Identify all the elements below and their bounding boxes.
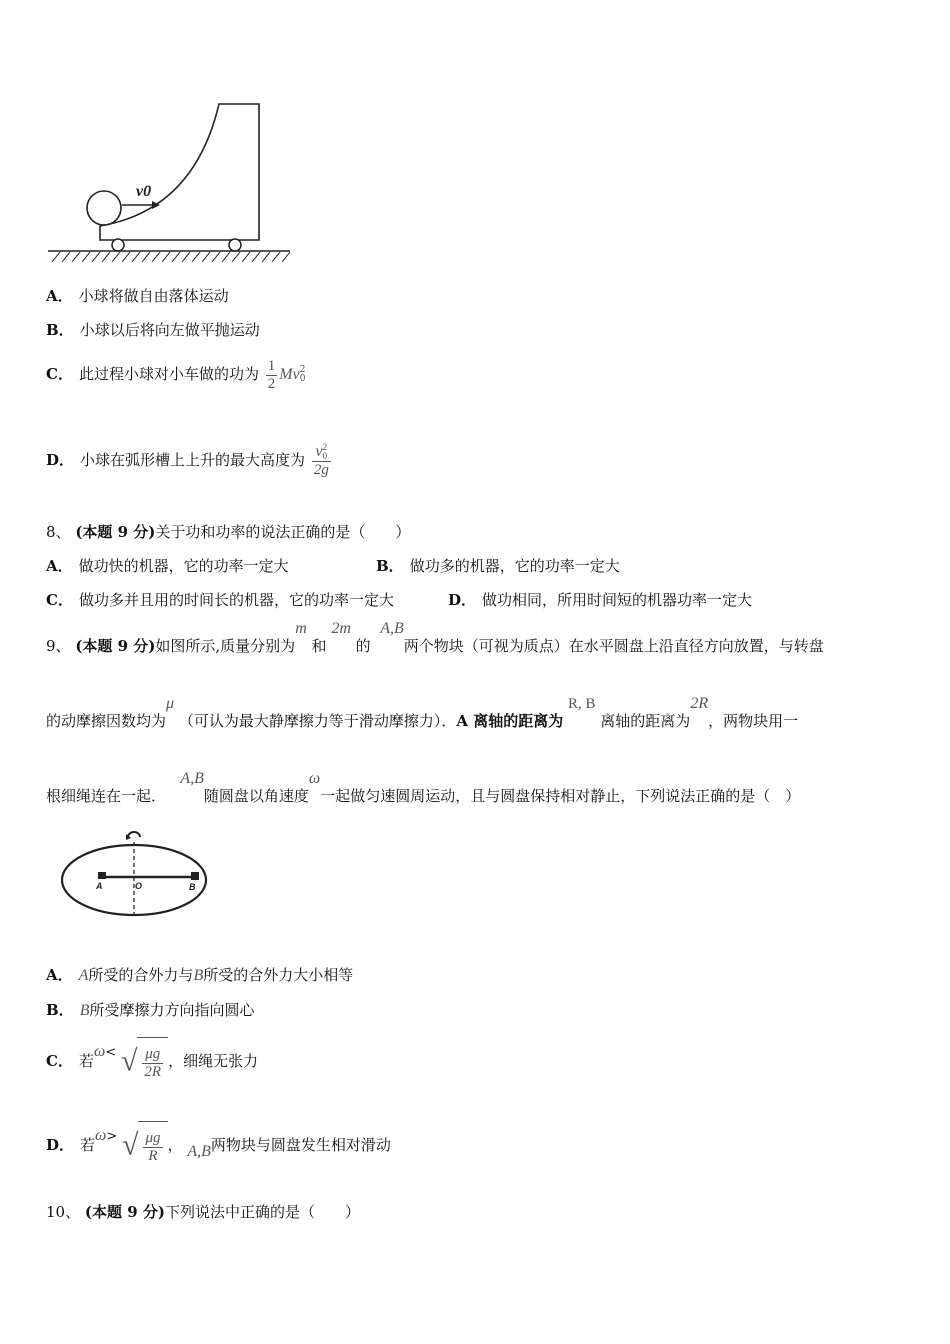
option-text: 做功多的机器，它的功率一定大 (409, 557, 620, 575)
option-text: 若 (80, 1136, 96, 1154)
q7-option-b (46, 320, 260, 340)
q7-option-a (46, 286, 229, 306)
q9-option-a (46, 965, 353, 986)
q8-stem (46, 522, 410, 542)
option-label: C． (46, 1052, 73, 1070)
q9-stem-line-1 (46, 620, 824, 657)
fraction-half: $\frac{1}{2}$ (267, 357, 276, 392)
ball (87, 191, 121, 225)
math-omega: ω (95, 1127, 107, 1144)
option-label: A． (46, 557, 73, 575)
math-b: B (79, 1002, 90, 1019)
fraction-height: v 2 0 2g (313, 442, 329, 479)
option-text: 小球将做自由落体运动 (78, 287, 229, 305)
relation: > (106, 1129, 118, 1144)
math-mu: μ (166, 695, 175, 712)
velocity-label: v0 (136, 183, 152, 200)
label-b: B (189, 882, 196, 892)
stem-text: 如图所示,质量分别为 (155, 637, 296, 655)
option-label: D． (448, 591, 477, 609)
option-label: B． (46, 321, 74, 339)
q8-option-c (46, 590, 394, 610)
option-text: 做功相同，所用时间短的机器功率一定大 (482, 591, 753, 609)
option-text: ， (167, 1136, 183, 1154)
math-2r: 2R (690, 695, 709, 712)
stem-text: ，两物块用一 (708, 712, 799, 730)
stem-text: 一起做匀速圆周运动，且与圆盘保持相对静止，下列说法正确的是（ ） (320, 787, 801, 805)
q8-option-a (46, 556, 289, 576)
math-ab: A,B (380, 620, 404, 637)
math-2m: 2m (331, 620, 351, 637)
question-text: 关于功和功率的说法正确的是（ ） (155, 523, 411, 541)
option-text: 小球在弧形槽上上升的最大高度为 (80, 451, 306, 469)
q9-option-d (46, 1120, 391, 1172)
wheel-left (112, 239, 124, 251)
option-label: C． (46, 591, 73, 609)
block-b (191, 872, 199, 880)
q9-stem-line-3 (46, 770, 801, 807)
stem-text: 离轴的距离为 (600, 712, 691, 730)
q10-stem (46, 1202, 360, 1222)
stem-text: （可认为最大静摩擦力等于滑动摩擦力）． (178, 712, 457, 730)
option-text: 所受的合外力与 (88, 966, 194, 984)
stem-text: 随圆盘以角速度 (203, 787, 309, 805)
block-a (98, 872, 106, 879)
q9-option-c (46, 1036, 258, 1088)
option-text: 做功多并且用的时间长的机器，它的功率一定大 (78, 591, 394, 609)
math-ab: A,B (180, 770, 204, 787)
question-score: (本题 9 分) (75, 637, 156, 655)
math-a: A (78, 967, 89, 984)
option-text: 所受摩擦力方向指向圆心 (89, 1001, 255, 1019)
question-score: (本题 9 分) (84, 1203, 165, 1221)
q9-option-b (46, 1000, 254, 1021)
option-text: 小球以后将向左做平抛运动 (79, 321, 260, 339)
question-score: (本题 9 分) (75, 523, 156, 541)
turntable-figure (58, 828, 210, 922)
q8-option-d (448, 590, 752, 610)
q7-option-d (46, 440, 333, 480)
math-omega: ω (308, 770, 321, 787)
option-label: C． (46, 365, 73, 383)
q9-stem-line-2 (46, 695, 799, 732)
math-rb: R, B (568, 696, 596, 712)
expr-mv: Mv (279, 366, 300, 383)
option-label: A． (46, 287, 73, 305)
option-text: 所受的合外力大小相等 (203, 966, 354, 984)
stem-text: 和 (311, 637, 327, 655)
relation: < (105, 1045, 117, 1060)
option-text: ，细绳无张力 (168, 1052, 259, 1070)
wheel-right (229, 239, 241, 251)
option-text: 此过程小球对小车做的功为 (78, 365, 259, 383)
math-ab: A,B (187, 1143, 211, 1160)
sqrt-expr: √ $\frac{\mu g}{2R}$ (121, 1036, 168, 1087)
math-omega: ω (93, 1043, 106, 1060)
sqrt-expr: √ $\frac{\mu g}{R}$ (122, 1120, 168, 1171)
cart-track-figure (44, 98, 294, 268)
stem-text: 两个物块（可视为质点）在水平圆盘上沿直径方向放置，与转盘 (403, 637, 824, 655)
question-number: 10、 (46, 1203, 81, 1221)
stem-text: 的 (355, 637, 371, 655)
math-m: m (295, 620, 307, 637)
stem-text: 的动摩擦因数均为 (46, 712, 167, 730)
label-a: A (96, 881, 103, 891)
option-text: 若 (78, 1052, 94, 1070)
question-text: 下列说法中正确的是（ ） (164, 1203, 360, 1221)
q7-option-c: C． 此过程小球对小车做的功为 $\frac{1}{2}$ Mv 2 0 (46, 357, 306, 392)
q8-option-b (376, 556, 620, 576)
option-label: A． (46, 966, 73, 984)
label-o: O (135, 881, 143, 891)
option-label: B． (46, 1001, 74, 1019)
stem-text: 根细绳连在一起． (46, 787, 167, 805)
math-b: B (193, 967, 204, 984)
option-label: D． (46, 451, 75, 469)
question-number: 9、 (46, 637, 71, 655)
question-number: 8、 (46, 523, 71, 541)
option-text: 两物块与圆盘发生相对滑动 (210, 1136, 391, 1154)
option-text: 做功快的机器，它的功率一定大 (78, 557, 289, 575)
option-label: D． (46, 1136, 75, 1154)
stem-text: A 离轴的距离为 (456, 712, 564, 730)
option-label: B． (376, 557, 404, 575)
